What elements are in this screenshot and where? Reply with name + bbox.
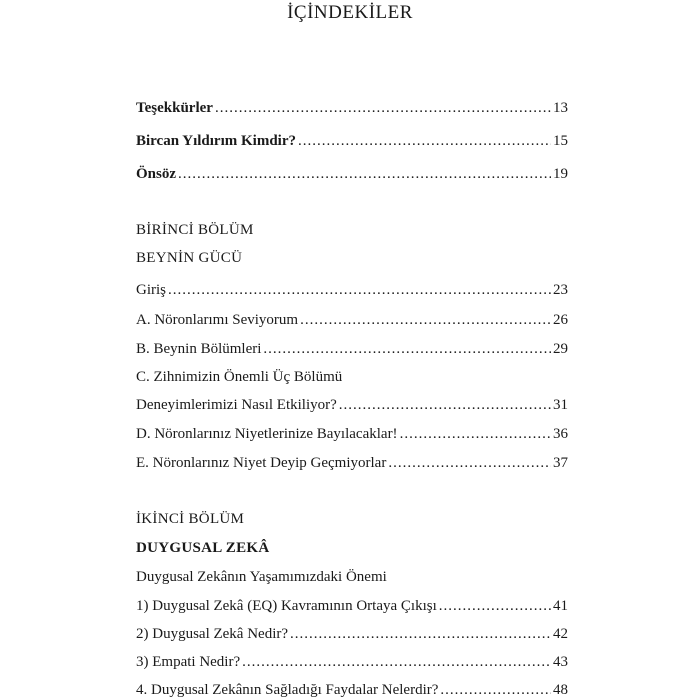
toc-entry-page: 41 [553, 598, 568, 614]
page-title: İÇİNDEKİLER [287, 2, 413, 23]
toc-entry-page: 31 [553, 397, 568, 413]
toc-entry-page: 26 [553, 312, 568, 328]
toc-entry-label: Teşekkürler [136, 100, 213, 116]
toc-entry[interactable] [136, 624, 568, 644]
toc-entry-page: 23 [553, 282, 568, 298]
toc-entry-label: Önsöz [136, 166, 177, 182]
toc-entry-page: 48 [553, 682, 568, 698]
section-part-heading: BİRİNCİ BÖLÜM [136, 222, 254, 238]
leader-dots [388, 453, 551, 473]
toc-entry-continued[interactable]: C. Zihnimizin Önemli Üç Bölümü [136, 369, 343, 385]
toc-entry-label: A. Nöronlarımı Seviyorum [136, 312, 299, 328]
section-part-heading: İKİNCİ BÖLÜM [136, 511, 245, 527]
leader-dots [168, 280, 551, 300]
leader-dots [300, 310, 551, 330]
leader-dots [290, 624, 551, 644]
toc-entry-page: 43 [553, 654, 568, 670]
toc-entry[interactable] [136, 395, 568, 415]
section-name-heading: BEYNİN GÜCÜ [136, 250, 243, 266]
toc-entry-page: 42 [553, 626, 568, 642]
toc-entry-page: 29 [553, 341, 568, 357]
toc-entry-label: Giriş [136, 282, 166, 298]
toc-entry[interactable] [136, 424, 568, 444]
leader-dots [298, 131, 551, 151]
toc-entry-label: Bircan Yıldırım Kimdir? [136, 133, 296, 149]
toc-entry[interactable] [136, 652, 568, 672]
leader-dots [215, 98, 551, 118]
toc-entry[interactable] [136, 339, 568, 359]
toc-entry-page: 37 [553, 455, 568, 471]
toc-entry-label: D. Nöronlarınız Niyetlerinize Bayılacaklar! [136, 426, 398, 442]
toc-entry-page: 15 [553, 133, 568, 149]
toc-entry-label: E. Nöronlarınız Niyet Deyip Geçmiyorlar [136, 455, 387, 471]
toc-entry[interactable] [136, 453, 568, 473]
leader-dots [263, 339, 551, 359]
leader-dots [178, 164, 551, 184]
toc-entry-label: B. Beynin Bölümleri [136, 341, 262, 357]
toc-entry-label: 3) Empati Nedir? [136, 654, 241, 670]
toc-entry-label: 1) Duygusal Zekâ (EQ) Kavramının Ortaya Çıkışı [136, 598, 437, 614]
toc-entry-preface[interactable] [136, 164, 568, 184]
leader-dots [339, 395, 551, 415]
toc-entry-page: 13 [553, 100, 568, 116]
toc-entry[interactable] [136, 596, 568, 616]
leader-dots [400, 424, 551, 444]
toc-entry[interactable] [136, 280, 568, 300]
toc-entry[interactable] [136, 310, 568, 330]
toc-entry[interactable] [136, 680, 568, 700]
leader-dots [440, 680, 551, 700]
section-subtitle: Duygusal Zekânın Yaşamımızdaki Önemi [136, 569, 387, 585]
toc-entry-label: 2) Duygusal Zekâ Nedir? [136, 626, 289, 642]
toc-entry-label: 4. Duygusal Zekânın Sağladığı Faydalar Nelerdir? [136, 682, 439, 698]
leader-dots [439, 596, 551, 616]
toc-entry-page: 19 [553, 166, 568, 182]
leader-dots [242, 652, 551, 672]
toc-entry-author[interactable] [136, 131, 568, 151]
section-name-heading: DUYGUSAL ZEKÂ [136, 540, 270, 556]
toc-entry-page: 36 [553, 426, 568, 442]
toc-entry-label: Deneyimlerimizi Nasıl Etkiliyor? [136, 397, 337, 413]
toc-entry-acknowledgements[interactable] [136, 98, 568, 118]
